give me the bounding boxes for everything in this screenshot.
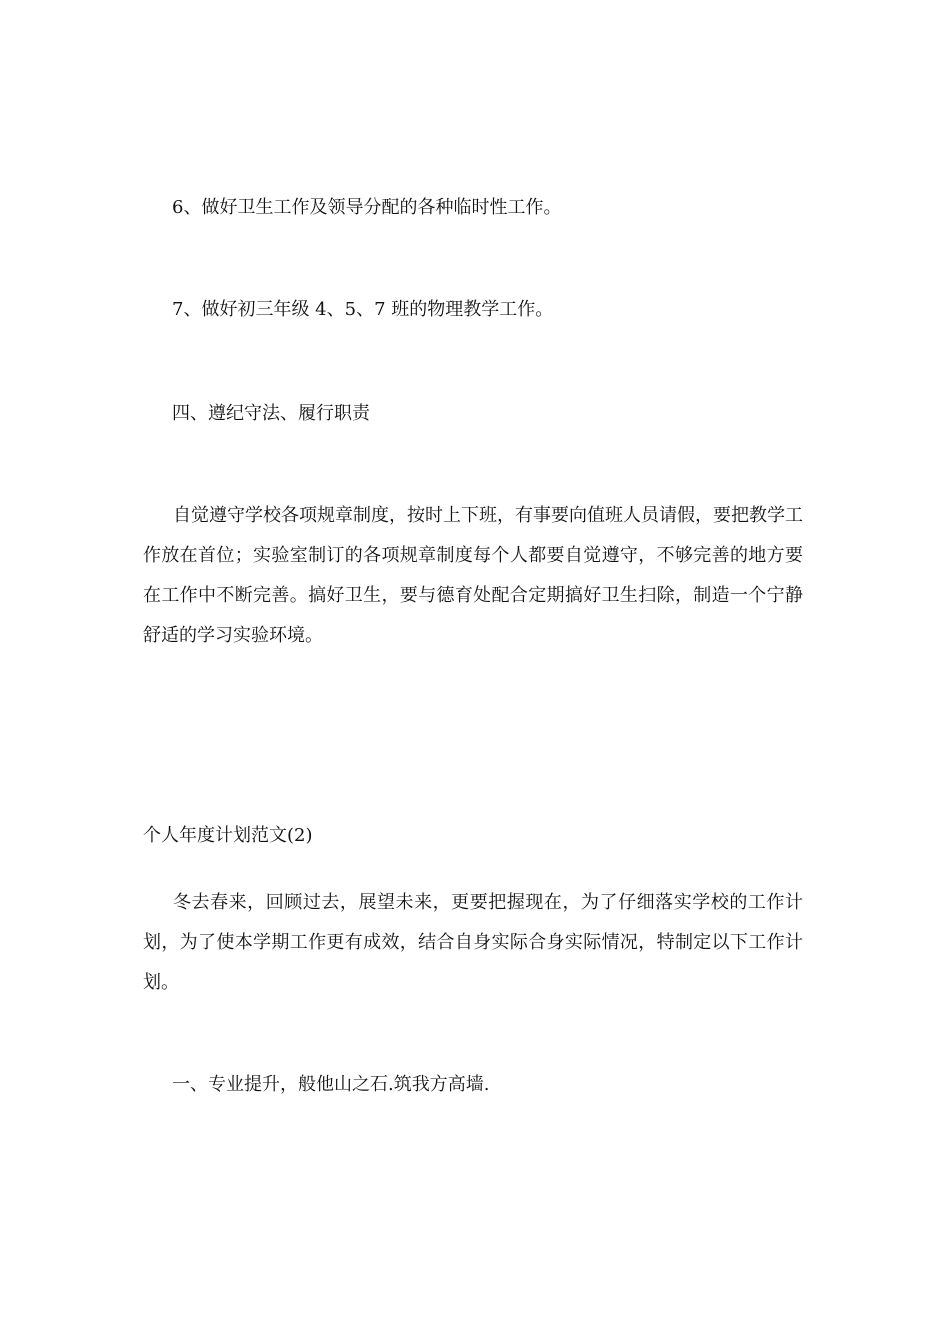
article-2-section-1-heading: 一、专业提升，般他山之石.筑我方高墙.: [172, 1074, 490, 1095]
list-item-7: 7、做好初三年级 4、5、7 班的物理教学工作。: [172, 299, 554, 320]
article-2-intro-paragraph: 冬去春来，回顾过去，展望未来，更要把握现在，为了仔细落实学校的工作计划，为了使本学期工作更有成效，结合自身实际合身实际情况，特制定以下工作计划。: [143, 892, 803, 993]
list-item-6: 6、做好卫生工作及领导分配的各种临时性工作。: [172, 197, 562, 218]
section-heading-4: 四、遵纪守法、履行职责: [172, 403, 370, 424]
section-4-paragraph: 自觉遵守学校各项规章制度，按时上下班，有事要向值班人员请假，要把教学工作放在首位；实验室制订的各项规章制度每个人都要自觉遵守，不够完善的地方要在工作中不断完善。搞好卫生，要与德育处配合定期搞好卫生扫除，制造一个宁静舒适的学习实验环境。: [143, 505, 803, 646]
article-2-title: 个人年度计划范文(2): [143, 825, 313, 846]
